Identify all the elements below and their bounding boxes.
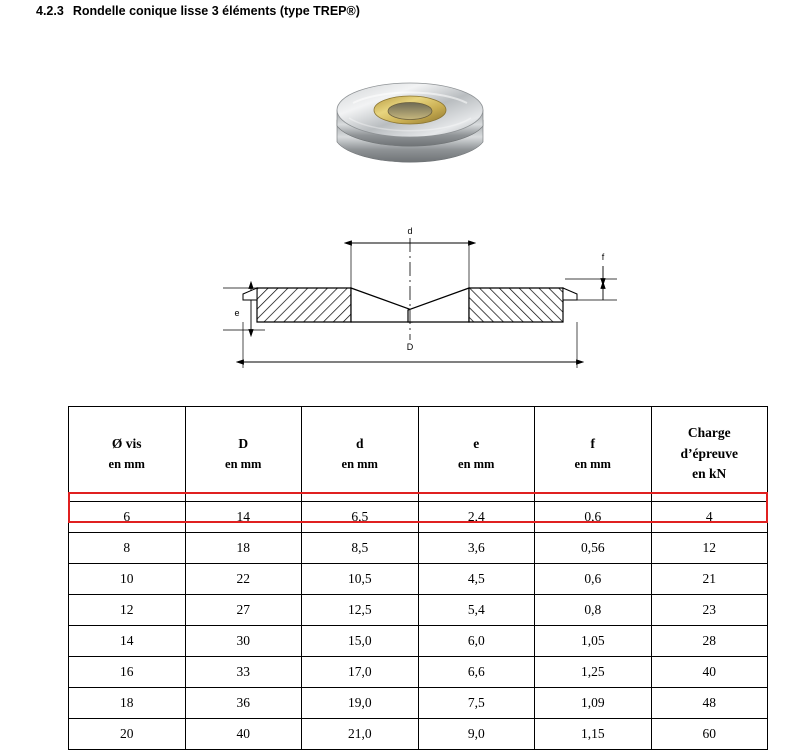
table-row — [69, 502, 768, 533]
header-D: D en mm — [185, 407, 302, 502]
header-proof-load: Charge d’épreuve en kN — [651, 407, 768, 502]
cell-f: 1,15 — [535, 719, 652, 750]
cell-f: 0,6 — [535, 502, 652, 533]
cell-D: 33 — [185, 657, 302, 688]
header-d: d en mm — [302, 407, 419, 502]
cell-f: 0,56 — [535, 533, 652, 564]
header-diameter-screw: Ø vis en mm — [69, 407, 186, 502]
cell-D: 14 — [185, 502, 302, 533]
cell-D: 18 — [185, 533, 302, 564]
section-number: 4.2.3 — [36, 4, 64, 18]
cell-f: 1,09 — [535, 688, 652, 719]
section-heading — [36, 4, 360, 18]
cell-e: 5,4 — [418, 595, 535, 626]
cell-diameter-screw: 12 — [69, 595, 186, 626]
cell-d: 8,5 — [302, 533, 419, 564]
cell-D: 30 — [185, 626, 302, 657]
cell-D: 36 — [185, 688, 302, 719]
cell-d: 17,0 — [302, 657, 419, 688]
technical-drawing — [205, 222, 635, 387]
section-title: Rondelle conique lisse 3 éléments (type TREP®) — [72, 4, 360, 18]
cell-e: 4,5 — [418, 564, 535, 595]
header-f: f en mm — [535, 407, 652, 502]
cell-diameter-screw: 10 — [69, 564, 186, 595]
cell-d: 19,0 — [302, 688, 419, 719]
table-row — [69, 595, 768, 626]
cell-d: 15,0 — [302, 626, 419, 657]
table-row — [69, 564, 768, 595]
table-row — [69, 657, 768, 688]
cell-D: 40 — [185, 719, 302, 750]
cell-e: 6,0 — [418, 626, 535, 657]
cell-proof-load: 4 — [651, 502, 768, 533]
cell-d: 12,5 — [302, 595, 419, 626]
cell-e: 6,6 — [418, 657, 535, 688]
svg-text:d: d — [407, 226, 413, 236]
cell-proof-load: 23 — [651, 595, 768, 626]
cell-e: 2,4 — [418, 502, 535, 533]
cell-proof-load: 21 — [651, 564, 768, 595]
cell-proof-load: 28 — [651, 626, 768, 657]
washer-photo — [325, 58, 495, 183]
cell-D: 27 — [185, 595, 302, 626]
cell-proof-load: 48 — [651, 688, 768, 719]
cell-e: 3,6 — [418, 533, 535, 564]
cell-proof-load: 12 — [651, 533, 768, 564]
cell-diameter-screw: 18 — [69, 688, 186, 719]
cell-D: 22 — [185, 564, 302, 595]
cell-e: 7,5 — [418, 688, 535, 719]
cell-f: 0,6 — [535, 564, 652, 595]
cell-f: 1,25 — [535, 657, 652, 688]
cell-e: 9,0 — [418, 719, 535, 750]
table-header-row — [69, 407, 768, 502]
table-row — [69, 688, 768, 719]
header-e: e en mm — [418, 407, 535, 502]
cell-d: 21,0 — [302, 719, 419, 750]
table-row — [69, 719, 768, 750]
cell-f: 1,05 — [535, 626, 652, 657]
svg-text:f: f — [601, 252, 605, 262]
cell-diameter-screw: 6 — [69, 502, 186, 533]
cell-d: 6,5 — [302, 502, 419, 533]
specifications-table — [68, 406, 768, 750]
cell-f: 0,8 — [535, 595, 652, 626]
table-row — [69, 626, 768, 657]
svg-text:D: D — [406, 342, 414, 352]
cell-diameter-screw: 16 — [69, 657, 186, 688]
cell-diameter-screw: 14 — [69, 626, 186, 657]
cell-proof-load: 40 — [651, 657, 768, 688]
cell-diameter-screw: 20 — [69, 719, 186, 750]
svg-text:e: e — [234, 308, 240, 318]
cell-proof-load: 60 — [651, 719, 768, 750]
cell-diameter-screw: 8 — [69, 533, 186, 564]
cell-d: 10,5 — [302, 564, 419, 595]
table-row — [69, 533, 768, 564]
